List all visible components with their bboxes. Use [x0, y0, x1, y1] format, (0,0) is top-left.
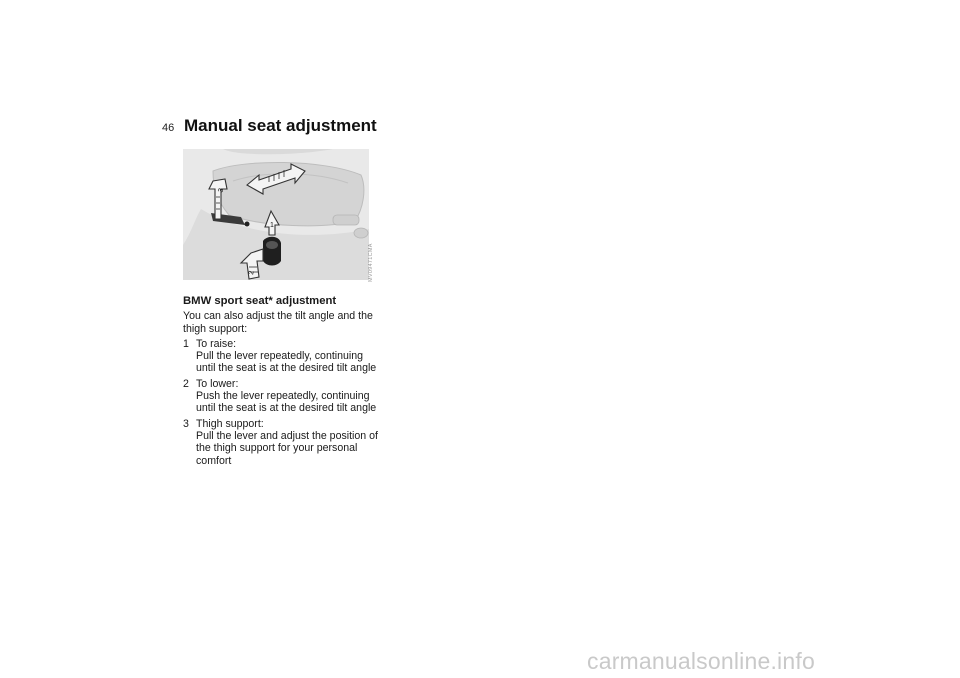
step-title: To lower:	[196, 377, 239, 390]
steps-list	[183, 338, 383, 467]
step-number: 1	[183, 337, 189, 350]
step-number: 3	[183, 417, 189, 430]
step-text: Pull the lever and adjust the position of the thigh support for your personal comfort	[196, 429, 378, 467]
section-heading: BMW sport seat* adjustment	[183, 295, 337, 307]
step-text: Push the lever repeatedly, continuing until the seat is at the desired tilt angle	[196, 390, 377, 415]
step-number: 2	[183, 377, 189, 390]
step-title: Thigh support:	[196, 417, 264, 430]
figure-code: MV09471CMA	[368, 243, 374, 282]
footer-watermark: carmanualsonline.info	[587, 648, 815, 674]
step-item	[183, 418, 383, 467]
step-item	[183, 338, 383, 375]
seat-adjustment-illustration	[183, 149, 369, 280]
figure-label-2: 2	[248, 270, 256, 276]
figure-label-3: 3	[217, 187, 226, 194]
section-intro: You can also adjust the tilt angle and the thigh support:	[183, 310, 373, 335]
step-item	[183, 378, 383, 415]
figure-label-1: 1	[270, 222, 274, 229]
page-number: 46	[162, 122, 175, 134]
section-content	[183, 295, 383, 470]
page-title: Manual seat adjustment	[184, 116, 377, 135]
step-title: To raise:	[196, 337, 237, 350]
step-text: Pull the lever repeatedly, continuing until the seat is at the desired tilt angle	[196, 350, 377, 375]
